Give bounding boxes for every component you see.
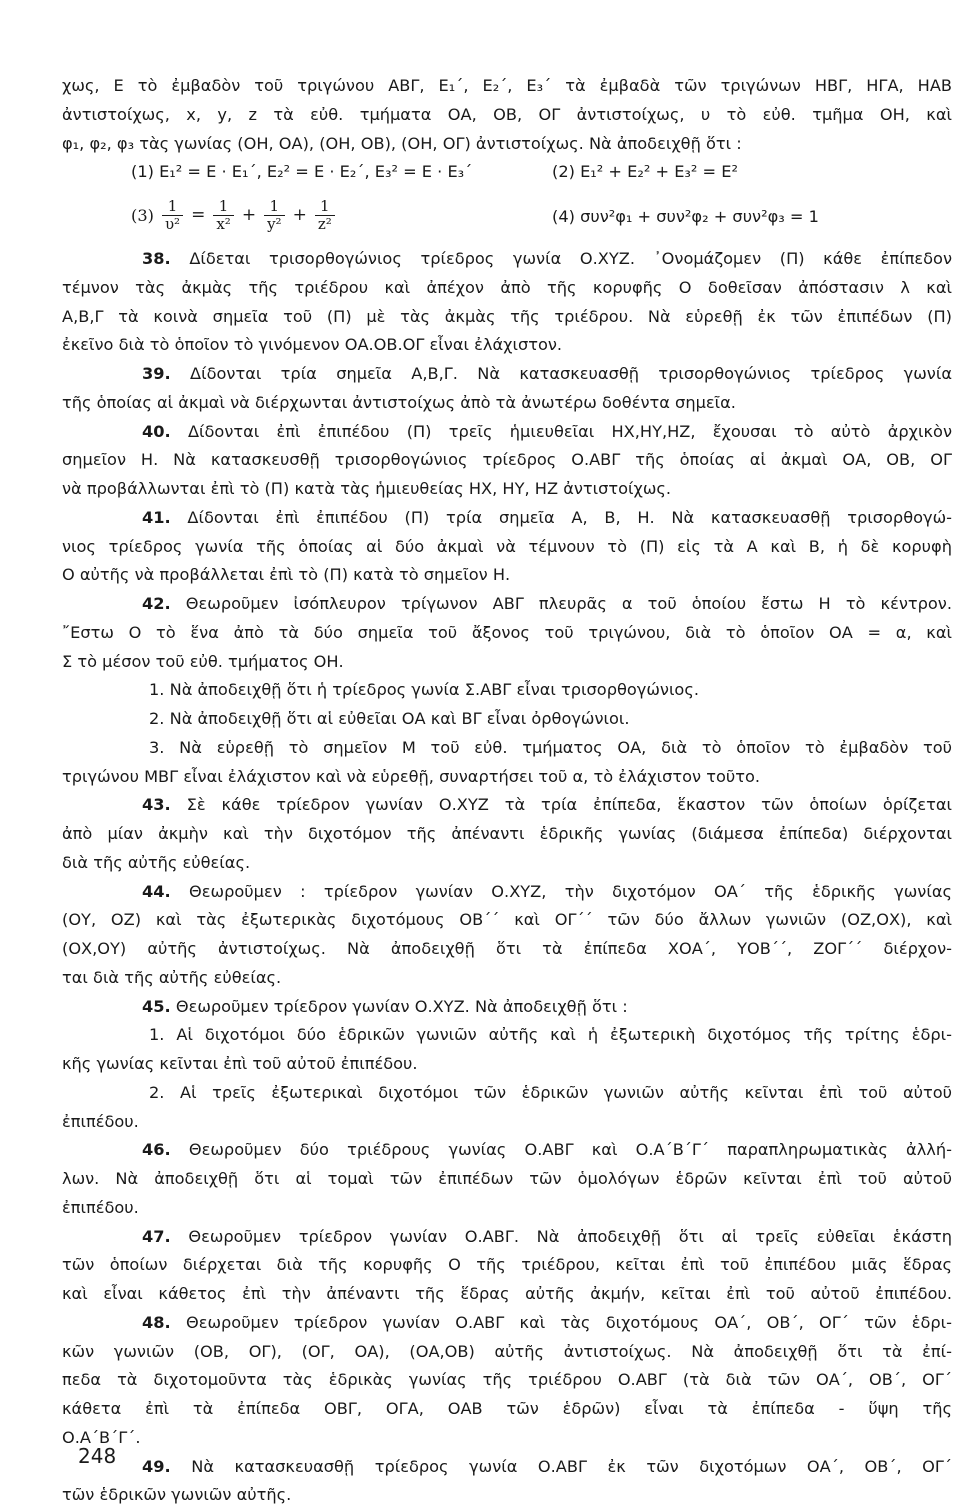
plus-sign: + [292,205,307,225]
problem-text: Θεωροῦμεν ἰσόπλευρον τρίγωνον ΑΒΓ πλευρᾶς α τοῦ ὁποίου ἔστω Η τὸ κέντρον. [185,594,952,613]
problem-number: 49. [142,1456,171,1476]
problem-text: Θεωροῦμεν : τρίεδρον γωνίαν Ο.ΧΥΖ, τὴν διχοτόμον ΟΑ΄ τῆς ἑδρικῆς γωνίας [189,881,952,901]
page-body [62,72,952,1510]
text-line: Α,Β,Γ τὰ κοινὰ σημεῖα τοῦ (Π) μὲ τὰς ἀκμὰς τῆς τριέδρου. Νὰ εὑρεθῇ ἐκ τῶν ἐπιπέδων (Π) [62,306,952,326]
text-line: τριγώνου ΜΒΓ εἶναι ἐλάχιστον καὶ νὰ εὑρεθῇ, συναρτήσει τοῦ α, τὸ ἐλάχιστον τοῦτο. [62,766,761,786]
text-line: τῶν ὁποίων διέρχεται διὰ τῆς κορυφῆς Ο τῆς τριέδρου, κεῖται ἐπὶ τοῦ ἐπιπέδου μιᾶς ἕδρας [62,1255,952,1275]
formula-1: (1) Ε₁² = Ε · Ε₁΄, Ε₂² = Ε · Ε₂΄, Ε₃² = Ε · Ε₃΄ [131,162,473,182]
problem-text: Νὰ κατασκευασθῇ τρίεδρος γωνία Ο.ΑΒΓ ἐκ τῶν διχοτόμων ΟΑ΄, ΟΒ΄, ΟΓ΄ [191,1456,952,1476]
text-line: λων. Νὰ ἀποδειχθῇ ὅτι αἱ τομαὶ τῶν ἐπιπέδων τῶν ὁμολόγων ἑδρῶν κεῖνται ἐπὶ τοῦ αὐτοῦ [62,1169,952,1188]
text-line: νὰ προβάλλωνται ἐπὶ τὸ (Π) κατὰ τὰς ἡμιευθείας ΗΧ, ΗΥ, ΗΖ ἀντιστοίχως. [62,479,672,498]
text-line: πεδα τὰ διχοτομοῦντα τὰς ἑδρικὰς γωνίας τῆς τριέδρου Ο.ΑΒΓ (τὰ διὰ τῶν ΟΑ΄, ΟΒ΄, ΟΓ΄ [62,1370,952,1390]
problem-number: 46. [142,1140,171,1160]
problem-47-first-line [62,1223,952,1252]
problem-text: Σὲ κάθε τρίεδρον γωνίαν Ο.ΧΥΖ τὰ τρία ἐπίπεδα, ἕκαστον τῶν ὁποίων ὁρίζεται [186,795,952,815]
text-line: ἐπιπέδου. [62,1197,139,1217]
problem-text: Θεωροῦμεν τρίεδρον γωνίαν Ο.ΑΒΓ καὶ τὰς διχοτόμους ΟΑ΄, ΟΒ΄, ΟΓ΄ τῶν ἑδρι- [185,1312,952,1332]
problem-number: 45. [142,996,171,1016]
problem-number: 44. [142,881,171,901]
problem-text: Δίδονται ἐπὶ ἐπιπέδου (Π) τρεῖς ἡμιευθεῖαι ΗΧ,ΗΥ,ΗΖ, ἔχουσαι τὸ αὐτὸ ἀρχικὸν [187,421,952,441]
text-line: (ΟΧ,ΟΥ) αὐτῆς ἀντιστοίχως. Νὰ ἀποδειχθῇ ὅτι τὰ ἐπίπεδα ΧΟΑ΄, ΥΟΒ΄΄, ΖΟΓ΄΄ διέρχον- [62,939,952,958]
page-number: 248 [78,1444,117,1468]
problem-text: Δίδεται τρισορθογώνιος τρίεδρος γωνία Ο.ΧΥΖ. ᾿Ονομάζομεν (Π) κάθε ἐπίπεδον [189,249,952,268]
fraction-y [264,198,285,233]
formula-3 [131,187,335,243]
text-line: κάθετα ἐπὶ τὰ ἐπίπεδα ΟΒΓ, ΟΓΑ, ΟΑΒ τῶν ἑδρῶν) εἶναι τὰ ἐπίπεδα - ὕψη τῆς [62,1399,952,1418]
problem-number: 39. [142,364,171,383]
text-line: τῆς ὁποίας αἱ ἀκμαὶ νὰ διέρχωνται ἀντιστοίχως ἀπὸ τὰ ἀνωτέρω δοθέντα σημεῖα. [62,392,736,412]
problem-text: Θεωροῦμεν δύο τριέδρους γωνίας Ο.ΑΒΓ καὶ Ο.Α΄Β΄Γ΄ παραπληρωματικὰς ἀλλή- [188,1140,952,1160]
fraction-denominator: x² [213,215,233,233]
problem-44-first-line [62,878,952,907]
fraction-denominator: υ² [162,215,183,233]
problem-49-first-line [62,1453,952,1482]
text-line: Σ τὸ μέσον τοῦ εὐθ. τμήματος ΟΗ. [62,651,344,671]
problem-text: Δίδονται ἐπὶ ἐπιπέδου (Π) τρία σημεῖα Α, Β, Η. Νὰ κατασκευασθῇ τρισορθογώ- [187,507,952,527]
text-line: κῶν γωνιῶν (ΟΒ, ΟΓ), (ΟΓ, ΟΑ), (ΟΑ,ΟΒ) αὐτῆς ἀντιστοίχως. Νὰ ἀποδειχθῇ ὅτι τὰ ἐπί- [62,1341,952,1361]
text-line: Ο αὐτῆς νὰ προβάλλεται ἐπὶ τὸ (Π) κατὰ τὸ σημεῖον Η. [62,565,511,585]
text-line: διὰ τῆς αὐτῆς εὐθείας. [62,852,251,872]
text-line: (ΟΥ, ΟΖ) καὶ τὰς ἐξωτερικὰς διχοτόμους ΟΒ΄΄ καὶ ΟΓ΄΄ τῶν δύο ἄλλων γωνιῶν (ΟΖ,ΟΧ), καὶ [62,910,952,930]
problem-text: Δίδονται τρία σημεῖα Α,Β,Γ. Νὰ κατασκευασθῇ τρισορθογώνιος τρίεδρος γωνία [190,364,952,383]
problem-text: Θεωροῦμεν τρίεδρον γωνίαν Ο.ΧΥΖ. Νὰ ἀποδειχθῇ ὅτι : [175,996,628,1016]
subitem: 1. Αἱ διχοτόμοι δύο ἑδρικῶν γωνιῶν αὐτῆς καὶ ἡ ἐξωτερικὴ διχοτόμος τῆς τρίτης ἑδρι- [149,1025,952,1045]
problem-text: Θεωροῦμεν τρίεδρον γωνίαν Ο.ΑΒΓ. Νὰ ἀποδειχθῇ ὅτι αἱ τρεῖς εὐθεῖαι ἑκάστη [188,1226,952,1246]
problem-43-first-line [62,791,952,820]
formula-4: (4) συν²φ₁ + συν²φ₂ + συν²φ₃ = 1 [552,207,819,226]
problem-number: 38. [142,249,171,268]
problem-40-first-line [62,418,952,447]
problem-number: 47. [142,1226,171,1246]
fraction-numerator: 1 [320,196,330,215]
text-line: καὶ εἶναι κάθετος ἐπὶ τὴν ἀπέναντι τῆς ἕδρας αὐτῆς ἀκμήν, κεῖται ἐπὶ τοῦ αὐτοῦ ἐπιπέδου. [62,1284,952,1303]
formula-row-1 [62,158,952,187]
subitem: 1. Νὰ ἀποδειχθῇ ὅτι ἡ τρίεδρος γωνία Σ.ΑΒΓ εἶναι τρισορθογώνιος. [149,680,699,700]
fraction-z [315,198,335,233]
problem-number: 40. [142,421,171,441]
subitem: 3. Νὰ εὑρεθῇ τὸ σημεῖον Μ τοῦ εὐθ. τμήματος ΟΑ, διὰ τὸ ὁποῖον τὸ ἐμβαδὸν τοῦ [149,737,952,757]
problem-42-first-line [62,590,952,619]
formula-2: (2) Ε₁² + Ε₂² + Ε₃² = Ε² [552,162,738,182]
text-line: σημεῖον Η. Νὰ κατασκευσθῇ τρισορθογώνιος τρίεδρος Ο.ΑΒΓ τῆς ὁποίας αἱ ἀκμαὶ ΟΑ, ΟΒ, ΟΓ [62,450,952,470]
text-line: ἐπιπέδου. [62,1111,139,1131]
fraction-numerator: 1 [167,196,178,215]
problem-46-first-line [62,1136,952,1165]
plus-sign: + [241,205,257,225]
subitem: 2. Νὰ ἀποδειχθῇ ὅτι αἱ εὐθεῖαι ΟΑ καὶ ΒΓ εἶναι ὀρθογώνιοι. [149,709,630,728]
text-line: ῎Εστω Ο τὸ ἕνα ἀπὸ τὰ δύο σημεῖα τοῦ ἄξονος τοῦ τριγώνου, διὰ τὸ ὁποῖον ΟΑ = α, καὶ [62,622,952,642]
problem-39-first-line [62,360,952,389]
text-line: τῶν ἑδρικῶν γωνιῶν αὐτῆς. [62,1485,292,1505]
problem-38-first-line [62,245,952,274]
equals-sign: = [191,205,206,225]
subitem: 2. Αἱ τρεῖς ἐξωτερικαὶ διχοτόμοι τῶν ἑδρικῶν γωνιῶν αὐτῆς κεῖνται ἐπὶ τοῦ αὐτοῦ [149,1082,952,1102]
text-line: ἀπὸ μίαν ἀκμὴν καὶ τὴν διχοτόμον τῆς ἀπέναντι ἑδρικῆς γωνίας (διάμεσα ἐπίπεδα) διέρχονται [62,824,952,843]
formula-3-label: (3) [131,205,154,225]
fraction-u [162,198,183,233]
text-line: ἐκεῖνο διὰ τὸ ὁποῖον τὸ γινόμενον ΟΑ.ΟΒ.ΟΓ εἶναι ἐλάχιστον. [62,335,563,355]
text-line: Ο.Α΄Β΄Γ΄. [62,1427,141,1447]
problem-48-first-line [62,1309,952,1338]
text-line: φ₁, φ₂, φ₃ τὰς γωνίας (ΟΗ, ΟΑ), (ΟΗ, ΟΒ), (ΟΗ, ΟΓ) ἀντιστοίχως. Νὰ ἀποδειχθῇ ὅτι : [62,133,742,153]
text-line: τέμνον τὰς ἀκμὰς τῆς τριέδρου καὶ ἀπέχον ἀπὸ τῆς κορυφῆς Ο δοθεῖσαν ἀπόστασιν λ καὶ [62,277,952,297]
fraction-numerator: 1 [269,196,280,215]
formula-row-2 [62,187,952,245]
problem-number: 41. [142,507,171,527]
problem-number: 48. [142,1312,171,1332]
problem-number: 42. [142,594,171,613]
text-line: ἀντιστοίχως, x, y, z τὰ εὐθ. τμήματα ΟΑ, ΟΒ, ΟΓ ἀντιστοίχως, υ τὸ εὐθ. τμῆμα ΟΗ, καὶ [62,104,952,124]
text-line: ται διὰ τῆς αὐτῆς εὐθείας. [62,967,282,987]
text-line: χως, Ε τὸ ἐμβαδὸν τοῦ τριγώνου ΑΒΓ, Ε₁΄, Ε₂΄, Ε₃΄ τὰ ἐμβαδὰ τῶν τριγώνων ΗΒΓ, ΗΓΑ, ΗΑΒ [62,76,952,95]
fraction-numerator: 1 [218,196,229,215]
fraction-denominator: y² [264,215,285,233]
problem-45-first-line [62,993,952,1022]
fraction-x [213,198,233,233]
fraction-denominator: z² [315,215,335,233]
text-line: νιος τρίεδρος γωνία τῆς ὁποίας αἱ δύο ἀκμαὶ νὰ τέμνουν τὸ (Π) εἰς τὰ Α καὶ Β, ἡ δὲ κορυφὴ [62,536,952,556]
problem-number: 43. [142,795,171,815]
text-line: κῆς γωνίας κεῖνται ἐπὶ τοῦ αὐτοῦ ἐπιπέδου. [62,1054,418,1073]
problem-41-first-line [62,504,952,533]
